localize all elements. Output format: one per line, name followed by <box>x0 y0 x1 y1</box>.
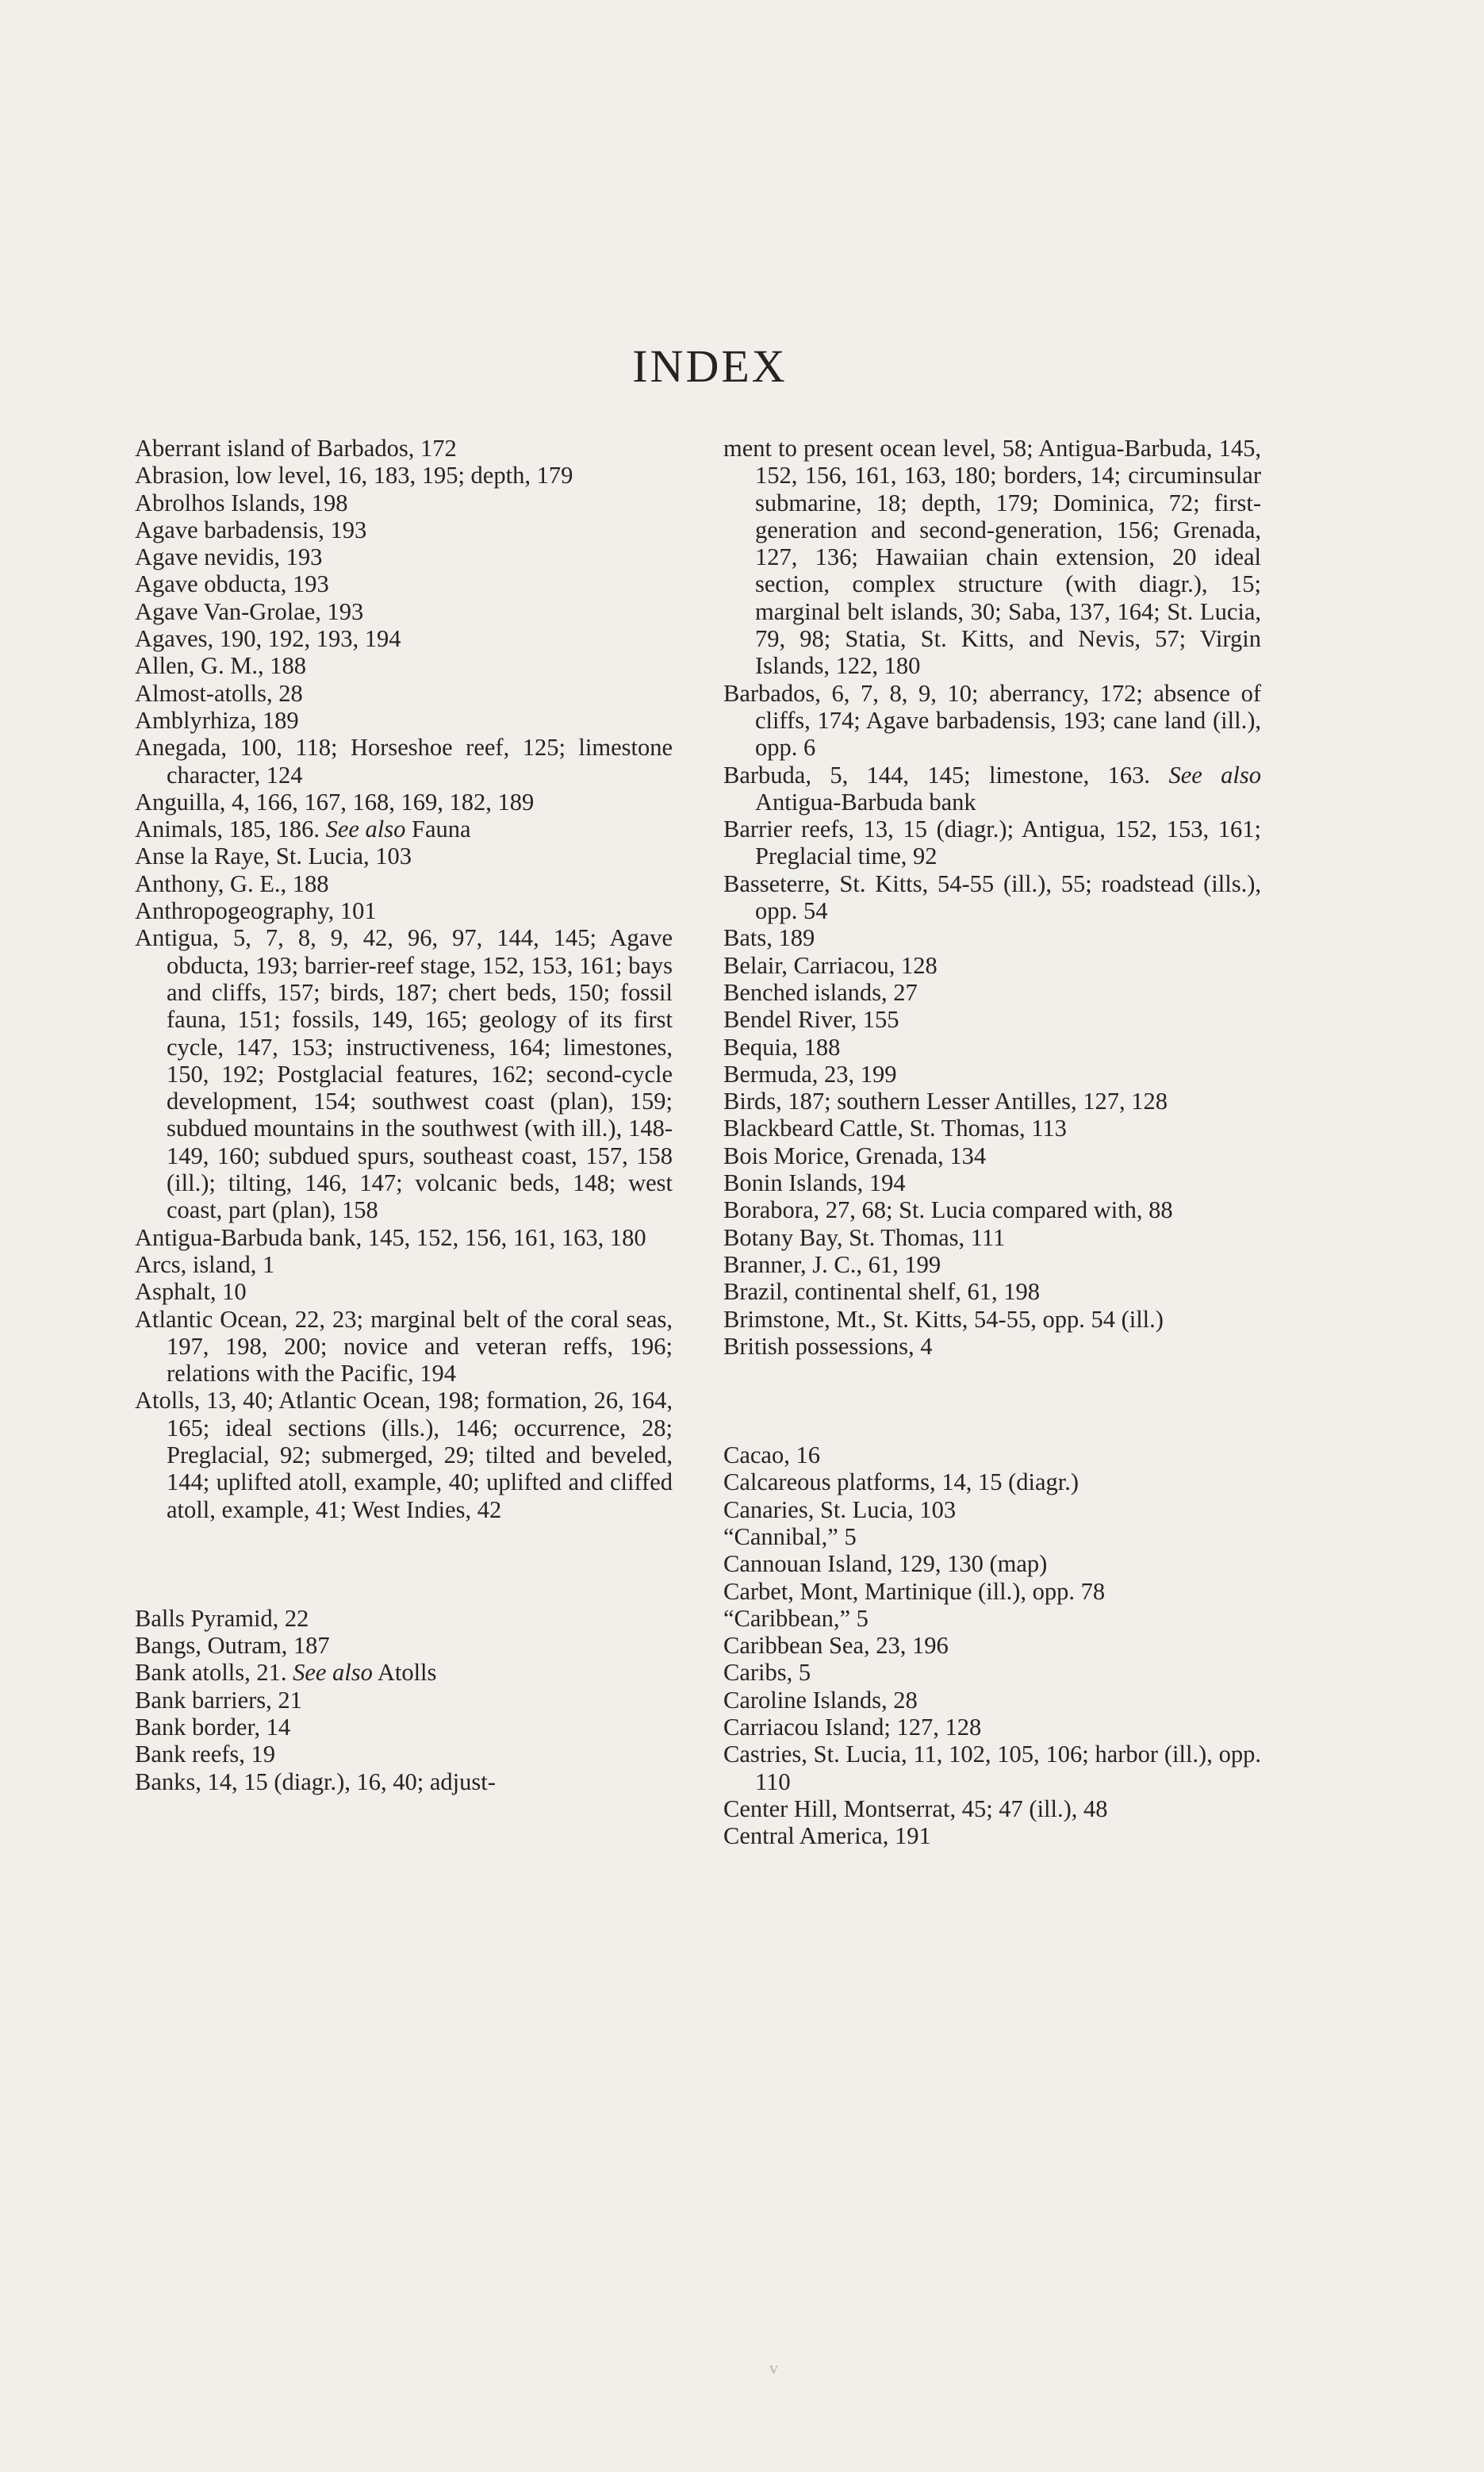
index-entry: Bank border, 14 <box>135 1714 291 1741</box>
index-entry: Almost-atolls, 28 <box>135 679 303 707</box>
index-entry: Borabora, 27, 68; St. Lucia compared with, 88 <box>723 1196 1173 1224</box>
index-entry: Bats, 189 <box>723 924 815 952</box>
index-entry: Agave obducta, 193 <box>135 570 329 598</box>
index-entry: Benched islands, 27 <box>723 978 918 1006</box>
index-entry: Anthony, G. E., 188 <box>135 869 329 897</box>
index-entry: Brazil, continental shelf, 61, 198 <box>723 1278 1040 1306</box>
index-entry: Agaves, 190, 192, 193, 194 <box>135 625 401 653</box>
index-entry: Caribbean Sea, 23, 196 <box>723 1632 949 1660</box>
page-title: INDEX <box>632 340 788 392</box>
index-entry: Branner, J. C., 61, 199 <box>723 1250 941 1278</box>
index-entry: British possessions, 4 <box>723 1332 933 1360</box>
index-entry: Calcareous platforms, 14, 15 (diagr.) <box>723 1468 1079 1496</box>
index-entry: Bequia, 188 <box>723 1033 841 1061</box>
page-mark: v <box>769 2358 778 2378</box>
index-entry: Blackbeard Cattle, St. Thomas, 113 <box>723 1115 1067 1142</box>
index-entry: Bermuda, 23, 199 <box>723 1060 897 1088</box>
see-also-label: See also <box>293 1659 373 1687</box>
index-entry: Abrolhos Islands, 198 <box>135 489 348 516</box>
index-entry: Center Hill, Montserrat, 45; 47 (ill.), 48 <box>723 1795 1108 1822</box>
index-entry: Caroline Islands, 28 <box>723 1686 918 1714</box>
index-entry: Birds, 187; southern Lesser Antilles, 127, 128 <box>723 1088 1168 1115</box>
index-entry: Animals, 185, 186. See also Fauna <box>135 816 471 843</box>
index-entry: Barbuda, 5, 144, 145; limestone, 163. See also Antigua-Barbuda bank <box>723 761 1262 816</box>
index-entry: Abrasion, low level, 16, 183, 195; depth, 179 <box>135 462 573 489</box>
index-entry: Arcs, island, 1 <box>135 1250 275 1278</box>
index-entry: Bank barriers, 21 <box>135 1686 302 1714</box>
index-entry: Anguilla, 4, 166, 167, 168, 169, 182, 189 <box>135 788 535 816</box>
index-entry: Agave Van-Grolae, 193 <box>135 597 364 625</box>
index-entry: Bonin Islands, 194 <box>723 1169 906 1197</box>
index-entry: Bois Morice, Grenada, 134 <box>723 1142 987 1169</box>
index-column-left <box>135 435 673 1795</box>
index-entry: Bendel River, 155 <box>723 1006 899 1034</box>
index-entry: Atlantic Ocean, 22, 23; marginal belt of the coral seas, 197, 198, 200; novice and veteran reffs, 196; relations with the Pacific, 194 <box>135 1305 673 1388</box>
index-entry: Cannouan Island, 129, 130 (map) <box>723 1550 1048 1578</box>
section-gap <box>135 1523 673 1605</box>
index-entry: Asphalt, 10 <box>135 1278 247 1306</box>
index-entry: Botany Bay, St. Thomas, 111 <box>723 1223 1006 1251</box>
index-entry: Brimstone, Mt., St. Kitts, 54-55, opp. 54 (ill.) <box>723 1305 1164 1333</box>
index-entry: Balls Pyramid, 22 <box>135 1604 309 1632</box>
index-entry: Atolls, 13, 40; Atlantic Ocean, 198; formation, 26, 164, 165; ideal sections (ills.), 146; occurrence, 28; Preglacial, 92; submerged, 29; tilted and beveled, 144; uplifted atoll, example, 40; uplifted and cliffed atoll, example, 41; West Indies, 42 <box>135 1387 673 1523</box>
index-entry: Central America, 191 <box>723 1822 931 1850</box>
index-entry: Caribs, 5 <box>723 1659 811 1687</box>
index-entry: Canaries, St. Lucia, 103 <box>723 1495 957 1523</box>
index-entry: Barbados, 6, 7, 8, 9, 10; aberrancy, 172; absence of cliffs, 174; Agave barbadensis, 193; cane land (ill.), opp. 6 <box>723 679 1261 762</box>
see-also-label: See also <box>1168 761 1262 789</box>
index-entry: Antigua, 5, 7, 8, 9, 42, 96, 97, 144, 145; Agave obducta, 193; barrier-reef stage, 152, 153, 161; bays and cliffs, 157; birds, 187; chert beds, 150; fossil fauna, 151; fossils, 149, 165; geology of its first cycle, 147, 153; instructiveness, 164; limestones, 150, 192; Postglacial features, 162; second-cycle development, 154; southwest coast (plan), 159; subdued mountains in the southwest (with ill.), 148-149, 160; subdued spurs, southeast coast, 157, 158 (ill.); tilting, 146, 147; volcanic beds, 148; west coast, part (plan), 158 <box>135 924 673 1224</box>
index-entry: Aberrant island of Barbados, 172 <box>135 435 457 462</box>
index-entry: Castries, St. Lucia, 11, 102, 105, 106; harbor (ill.), opp. 110 <box>723 1741 1261 1795</box>
index-entry: “Cannibal,” 5 <box>723 1522 857 1550</box>
index-entry: Bank reefs, 19 <box>135 1741 276 1768</box>
index-entry: Bangs, Outram, 187 <box>135 1632 330 1660</box>
index-entry: Anse la Raye, St. Lucia, 103 <box>135 843 412 870</box>
index-entry: Belair, Carriacou, 128 <box>723 951 938 979</box>
index-entry: Banks, 14, 15 (diagr.), 16, 40; adjust- <box>135 1768 496 1795</box>
index-entry: Anthropogeography, 101 <box>135 897 377 925</box>
index-entry: Agave barbadensis, 193 <box>135 516 367 543</box>
index-entry: Carriacou Island; 127, 128 <box>723 1714 982 1741</box>
index-entry: Cacao, 16 <box>723 1441 820 1469</box>
index-entry: Antigua-Barbuda bank, 145, 152, 156, 161, 163, 180 <box>135 1223 646 1251</box>
index-entry: Bank atolls, 21. See also Atolls <box>135 1659 437 1687</box>
section-gap <box>723 1360 1261 1441</box>
index-entry: Amblyrhiza, 189 <box>135 706 299 734</box>
index-entry: Allen, G. M., 188 <box>135 652 307 680</box>
index-column-right <box>723 435 1261 1850</box>
index-entry: Basseterre, St. Kitts, 54-55 (ill.), 55; roadstead (ills.), opp. 54 <box>723 869 1261 925</box>
see-also-label: See also <box>325 816 406 843</box>
index-entry: Barrier reefs, 13, 15 (diagr.); Antigua, 152, 153, 161; Preglacial time, 92 <box>723 816 1261 870</box>
index-entry: Agave nevidis, 193 <box>135 543 323 571</box>
index-entry: ment to present ocean level, 58; Antigua-Barbuda, 145, 152, 156, 161, 163, 180; borders, 14; circuminsular submarine, 18; depth, 179; Dominica, 72; first-generation and second-generation, 156; Grenada, 127, 136; Hawaiian chain extension, 20 ideal section, complex structure (with diagr.), 15; marginal belt islands, 30; Saba, 137, 164; St. Lucia, 79, 98; Statia, St. Kitts, and Nevis, 57; Virgin Islands, 122, 180 <box>723 435 1261 680</box>
index-entry: “Caribbean,” 5 <box>723 1604 869 1632</box>
index-entry: Anegada, 100, 118; Horseshoe reef, 125; limestone character, 124 <box>135 734 673 789</box>
index-entry: Carbet, Mont, Martinique (ill.), opp. 78 <box>723 1577 1106 1605</box>
